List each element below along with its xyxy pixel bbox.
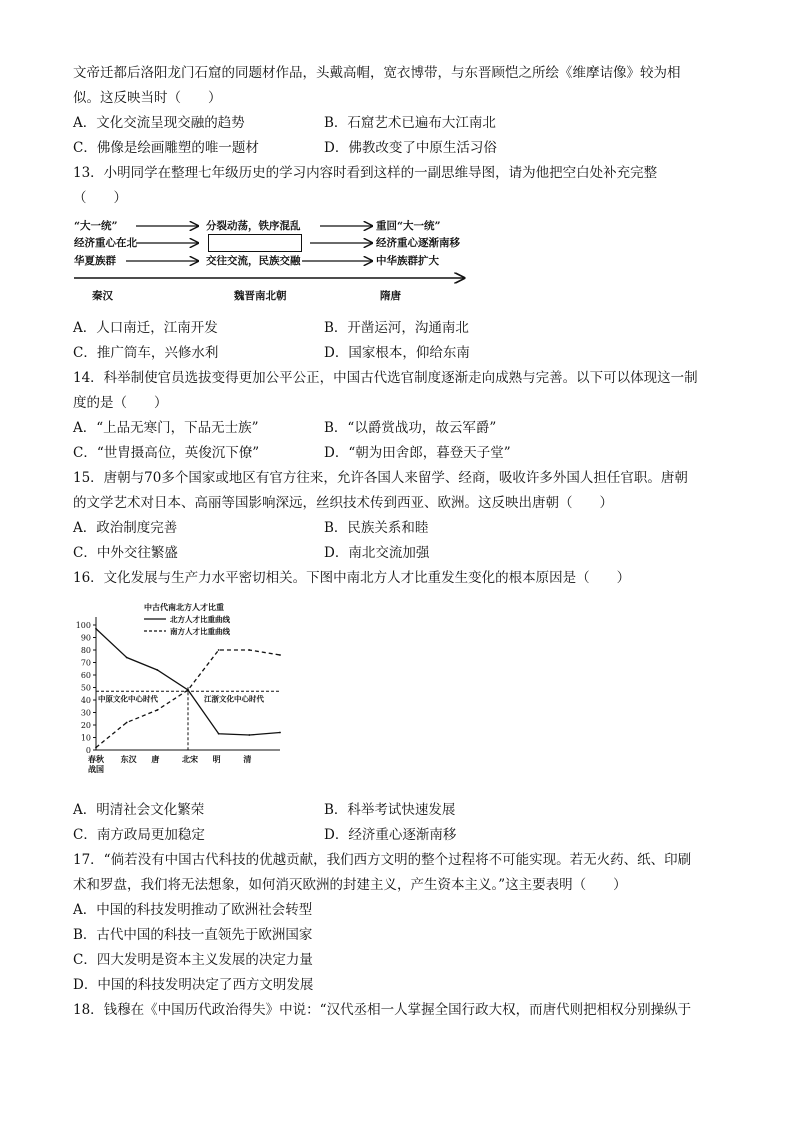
data-point (279, 732, 281, 734)
y-tick-label: 100 (75, 621, 91, 630)
q14-option-c: C．“世胄摄高位，英俊沉下僚” (73, 445, 260, 461)
mm-axis-qinhan: 秦汉 (92, 290, 113, 302)
mm-row3-end: 中华族群扩大 (376, 255, 439, 267)
annotation-label: 江浙文化中心时代 (204, 694, 264, 704)
q17-option-a: A．中国的科技发明推动了欧洲社会转型 (73, 902, 313, 918)
data-point (218, 733, 220, 735)
x-tick-label: 东汉 (120, 754, 137, 764)
q14-stem-line1: 14．科举制使官员选拔变得更加公平公正，中国古代选官制度逐渐走向成熟与完善。以下可以体现这一制 (73, 370, 698, 386)
q12-option-c: C．佛像是绘画雕塑的唯一题材 (73, 140, 259, 156)
q15-option-a: A．政治制度完善 (73, 520, 178, 536)
y-tick-label: 40 (80, 696, 91, 705)
q18-stem-line1: 18．钱穆在《中国历代政治得失》中说：“汉代丞相一人掌握全国行政大权，而唐代则把相权分别操纵于 (73, 1002, 692, 1018)
mm-row2-start: 经济重心在北 (74, 237, 137, 249)
data-point (248, 734, 250, 736)
data-point (156, 669, 158, 671)
q16-option-d: D．经济重心逐渐南移 (324, 827, 457, 843)
y-tick-label: 60 (80, 671, 91, 680)
q14-option-b: B．“以爵赏战功，故云军爵” (324, 420, 497, 436)
talent-ratio-chart (70, 600, 290, 790)
mm-row3-start: 华夏族群 (74, 255, 116, 267)
q16-option-a: A．明清社会文化繁荣 (73, 802, 205, 818)
x-tick-label: 北宋 (182, 754, 198, 764)
q16-option-b: B．科举考试快速发展 (324, 802, 456, 818)
q16-option-c: C．南方政局更加稳定 (73, 827, 205, 843)
chart-title: 中古代南北方人才比重 (144, 602, 224, 612)
y-tick-label: 30 (80, 708, 91, 718)
legend-label: 南方人才比重曲线 (170, 627, 230, 636)
legend-label: 北方人才比重曲线 (170, 615, 230, 624)
mm-row3-middle: 交往交流，民族交融 (206, 255, 301, 267)
y-tick-label: 90 (80, 633, 91, 643)
x-tick-label: 战国 (88, 764, 104, 774)
y-tick-label: 70 (80, 658, 91, 668)
x-tick-label: 春秋 (88, 754, 104, 764)
x-tick-label: 清 (243, 754, 252, 764)
y-tick-label: 50 (80, 683, 91, 693)
q13-option-d: D．国家根本，仰给东南 (324, 345, 470, 361)
data-point (187, 689, 189, 691)
mm-row1-middle: 分裂动荡，铁序混乱 (206, 220, 301, 232)
q16-stem-line1: 16．文化发展与生产力水平密切相关。下图中南北方人才比重发生变化的根本原因是（ ） (73, 570, 631, 586)
mind-map (70, 212, 470, 308)
q13-option-b: B．开凿运河，沟通南北 (324, 320, 469, 336)
q17-option-d: D．中国的科技发明决定了西方文明发展 (73, 977, 314, 993)
mm-row2-end: 经济重心逐渐南移 (376, 237, 460, 249)
q15-stem-line2: 的文学艺术对日本、高丽等国影响深远，丝织技术传到西亚、欧洲。这反映出唐朝（ ） (73, 495, 613, 511)
y-tick-label: 10 (80, 733, 91, 743)
data-point (156, 709, 158, 711)
q14-stem-line2: 度的是（ ） (73, 395, 168, 411)
mm-axis-weijin: 魏晋南北朝 (234, 290, 287, 302)
q13-option-c: C．推广筒车，兴修水利 (73, 345, 219, 361)
q12-option-d: D．佛教改变了中原生活习俗 (324, 140, 497, 156)
chart-canvas (70, 600, 290, 790)
q14-option-d: D．“朝为田舍郎，暮登天子堂” (324, 445, 511, 461)
annotation-label: 中原文化中心时代 (98, 694, 158, 704)
mm-blank-box (208, 234, 302, 252)
data-point (95, 628, 97, 630)
q17-stem-line2: 术和罗盘，我们将无法想象，如何消灭欧洲的封建主义，产生资本主义。”这主要表明（ ） (73, 877, 627, 893)
q15-option-c: C．中外交往繁盛 (73, 545, 178, 561)
q13-option-a: A．人口南迁，江南开发 (73, 320, 218, 336)
q15-stem-line1: 15．唐朝与70多个国家或地区有官方往来，允许各国人来留学、经商，吸收许多外国人担任官职。唐朝 (73, 470, 688, 486)
q15-option-d: D．南北交流加强 (324, 545, 430, 561)
data-point (126, 722, 128, 724)
data-point (95, 747, 97, 749)
q12-stem-line1: 文帝迁都后洛阳龙门石窟的同题材作品，头戴高帽，宽衣博带，与东晋顾恺之所绘《维摩诘像》较为相 (73, 65, 681, 81)
q12-option-b: B．石窟艺术已遍布大江南北 (324, 115, 496, 131)
data-point (218, 649, 220, 651)
q14-option-a: A．“上品无寒门，下品无士族” (73, 420, 259, 436)
q15-option-b: B．民族关系和睦 (324, 520, 429, 536)
q17-stem-line1: 17．“倘若没有中国古代科技的优越贡献，我们西方文明的整个过程将不可能实现。若无火药、纸、印刷 (73, 852, 692, 868)
x-tick-label: 明 (212, 754, 221, 764)
x-tick-label: 唐 (151, 754, 160, 764)
y-tick-label: 0 (85, 746, 91, 755)
y-tick-label: 80 (80, 646, 91, 655)
q13-stem-line1: 13．小明同学在整理七年级历史的学习内容时看到这样的一副思维导图，请为他把空白处补充完整 (73, 165, 658, 181)
data-point (126, 657, 128, 659)
y-tick-label: 20 (80, 721, 91, 730)
q13-stem-line2: （ ） (73, 190, 127, 206)
q12-option-a: A．文化交流呈现交融的趋势 (73, 115, 245, 131)
q17-option-b: B．古代中国的科技一直领先于欧洲国家 (73, 927, 313, 943)
mm-row1-start: “大一统” (74, 220, 118, 232)
mm-axis-suitang: 隋唐 (380, 290, 401, 302)
data-point (279, 654, 281, 656)
q17-option-c: C．四大发明是资本主义发展的决定力量 (73, 952, 313, 968)
data-point (248, 649, 250, 651)
mm-row1-end: 重回“大一统” (376, 220, 441, 232)
q12-stem-line2: 似。这反映当时（ ） (73, 90, 222, 106)
